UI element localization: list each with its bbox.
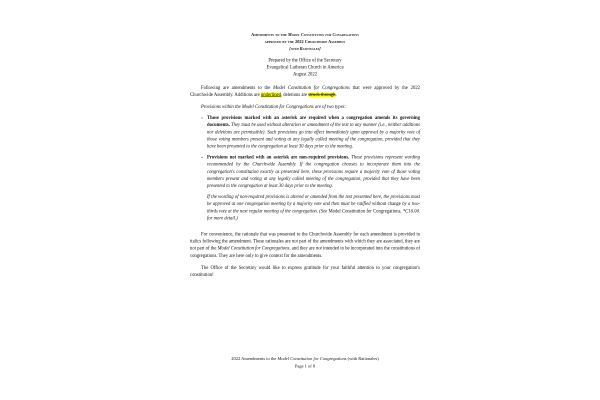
text: Model Constitution for Congregations (217, 246, 290, 252)
title-text: Amendments to the (251, 32, 288, 37)
text: not (315, 246, 322, 252)
underlined-example: underlined (260, 92, 281, 98)
text: Following are amendments to the (201, 85, 274, 91)
text: that were approved by the 2022 Churchwide Assembly. Additions are (190, 85, 421, 98)
title-italic: Model Constitution for Congregations (287, 32, 359, 37)
text: by a two-thirds vote at the next regular meeting of the congregation. (See (207, 201, 420, 214)
provision-list (190, 115, 420, 190)
provisions-paragraph (190, 104, 420, 111)
list-item (207, 154, 420, 190)
text: For convenience, the rationale that was presented to the Churchwide Assembly for each amendment is provided in italics following the amendment. These rationales are (190, 232, 420, 245)
text: Model Constitution for Congregations (277, 356, 347, 361)
title-line-2: approved by the 2022 Churchwide Assembly (264, 39, 346, 44)
prepared-by (190, 57, 420, 78)
text: (with Rationales) (346, 356, 379, 361)
text: not (291, 239, 298, 245)
text: . (335, 92, 337, 98)
text: intended to be incorporated into the constitutions of congregations. They are here only to give context for the amendments. (190, 246, 421, 259)
text: part of the amendments with which they are associated, they are not part of the (190, 239, 420, 252)
text: without change (371, 201, 401, 207)
prepared-line: Prepared by the Office of the Secretary (268, 58, 342, 63)
text: , *C16.04. for more detail.) (207, 208, 420, 221)
struck-example: struck through (308, 92, 336, 98)
text: are of two types: (313, 104, 347, 110)
sub-paragraph (190, 194, 420, 222)
closing-paragraph: The Office of the Secretary would like to express gratitude for your faithful attention to your congregation's constitution! (190, 265, 420, 278)
convenience-paragraph (190, 231, 420, 259)
page-footer (190, 355, 420, 385)
intro-paragraph (190, 84, 420, 98)
text: Provisions not marked with an asterisk are non-required provisions. (207, 155, 350, 161)
text: Those provisions marked with an asterisk are required when a congregation amends its governing documents. (207, 115, 420, 128)
text: Model Constitution for Congregations (273, 85, 350, 91)
text: These provisions represent wording recommended by the Churchwide Assembly. If the congregation chooses to incorporate them into the congregation's constitution exactly as presented here, these provisions require a majority vote of those voting members present and voting at any legally called meeting of the congregation, provided that they have been presented to the congregation at least 30 days prior to the meeting. (207, 155, 420, 189)
text: , and they are (289, 246, 316, 252)
list-item (207, 115, 420, 151)
text: Provisions within the (201, 104, 242, 110)
prepared-date: August 2022 (292, 72, 318, 78)
text: Model Constitution for Congregations (241, 104, 314, 110)
page-number: Page 1 of 8 (294, 363, 316, 369)
text: If the wording of non-required provisions is altered or amended from the text presented here, the provisions must be approved at one congregation meeting by a majority vote and then must be ratified (207, 194, 420, 207)
text: They must be used without alteration or amendment of the text in any manner (i.e., neither additions nor deletions are permissible). Such provisions go into effect immediately upon approval by a majority vote of those voting members present and voting at any legally called meeting of the congregation, provided that they have been presented to the congregation at least 30 days prior to the meeting. (207, 122, 420, 150)
document-page (190, 31, 420, 279)
document-title (190, 31, 420, 52)
text: 2022 Amendments to the (231, 356, 278, 361)
text: , deletions are (280, 92, 309, 98)
prepared-line: Evangelical Lutheran Church in America (266, 65, 344, 71)
title-line-3: [with Rationales] (289, 46, 321, 51)
text: Model Constitution for Congregations (328, 208, 401, 214)
